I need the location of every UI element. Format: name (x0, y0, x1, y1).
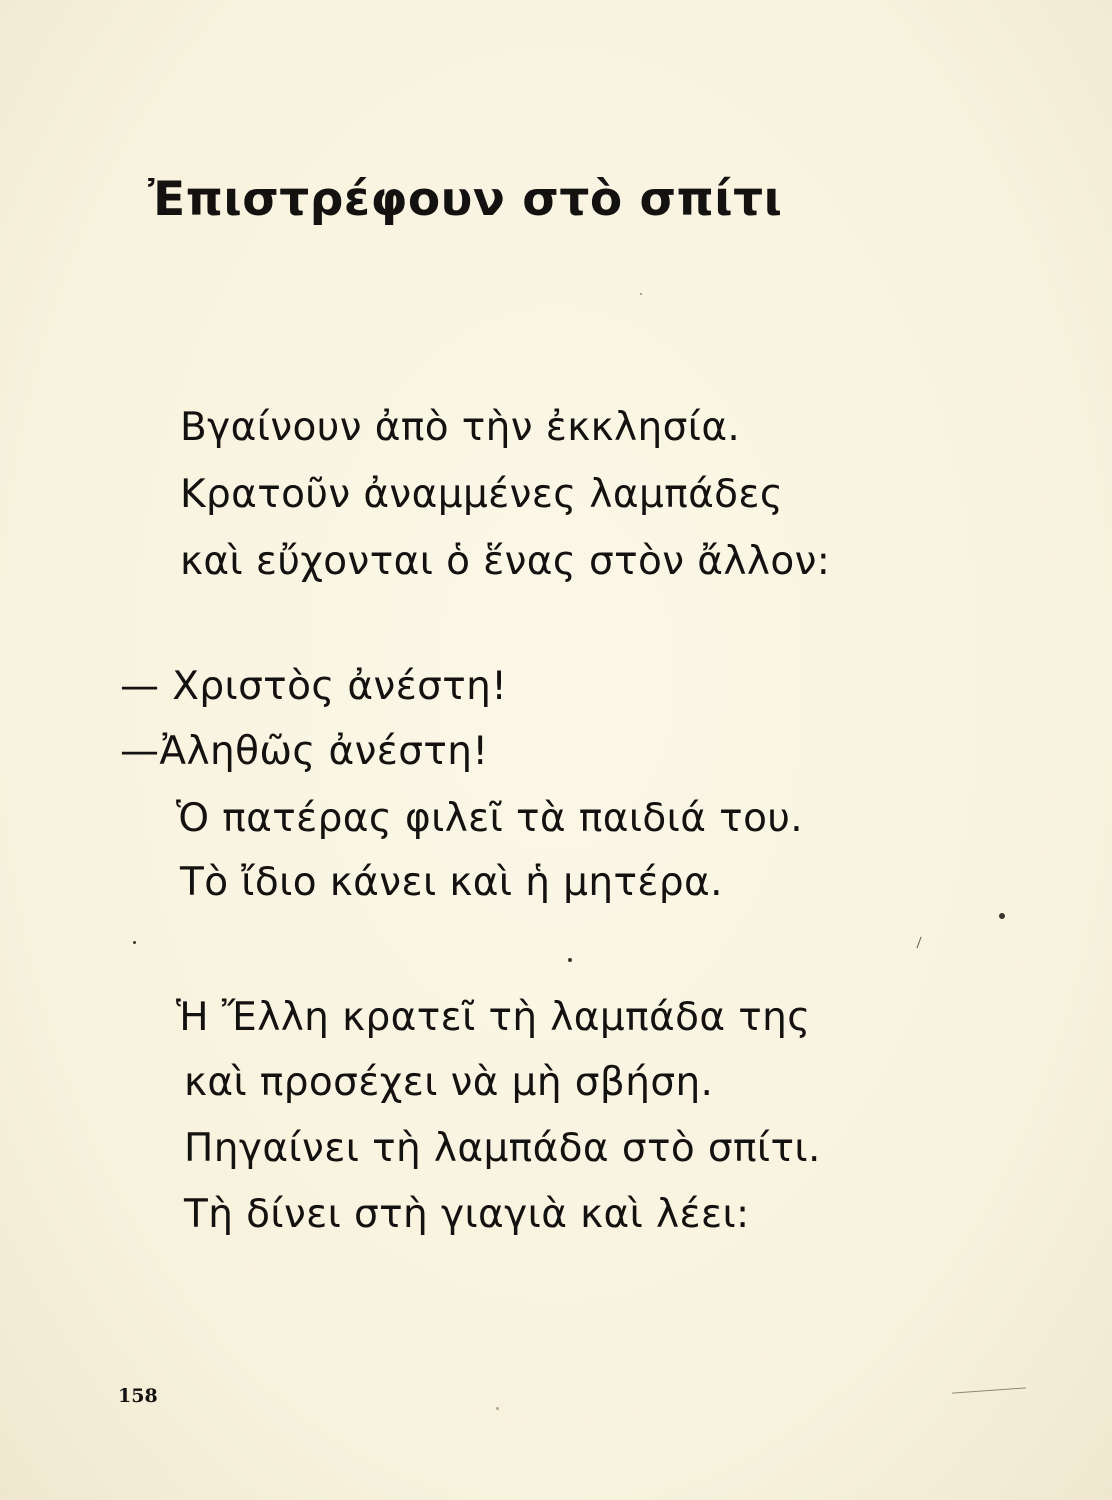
print-speck (999, 913, 1005, 919)
print-speck (496, 1407, 499, 1410)
text-line: καὶ προσέχει νὰ μὴ σβήση. (184, 1060, 714, 1105)
text-line: Πηγαίνει τὴ λαμπάδα στὸ σπίτι. (184, 1126, 821, 1171)
text-line: Κρατοῦν ἀναμμένες λαμπάδες (180, 472, 784, 517)
print-speck (133, 941, 136, 944)
text-line: Τὴ δίνει στὴ γιαγιὰ καὶ λέει: (184, 1192, 750, 1237)
page-number: 158 (118, 1385, 158, 1407)
scan-line-mark (952, 1387, 1026, 1393)
text-line: Ἡ Ἔλλη κρατεῖ τὴ λαμπάδα της (176, 995, 811, 1040)
print-speck (640, 293, 642, 295)
text-line: Βγαίνουν ἀπὸ τὴν ἐκκλησία. (180, 405, 741, 450)
chapter-title: Ἐπιστρέφουν στὸ σπίτι (148, 172, 783, 227)
text-line: Ὁ πατέρας φιλεῖ τὰ παιδιά του. (176, 796, 804, 841)
print-speck (568, 958, 572, 962)
dialogue-line: — Χριστὸς ἀνέστη! (120, 664, 508, 709)
scan-line-mark (916, 937, 921, 949)
dialogue-line: —Ἀληθῶς ἀνέστη! (120, 729, 489, 774)
text-line: Τὸ ἴδιο κάνει καὶ ἡ μητέρα. (180, 860, 723, 905)
text-line: καὶ εὔχονται ὁ ἕνας στὸν ἄλλον: (180, 539, 831, 584)
